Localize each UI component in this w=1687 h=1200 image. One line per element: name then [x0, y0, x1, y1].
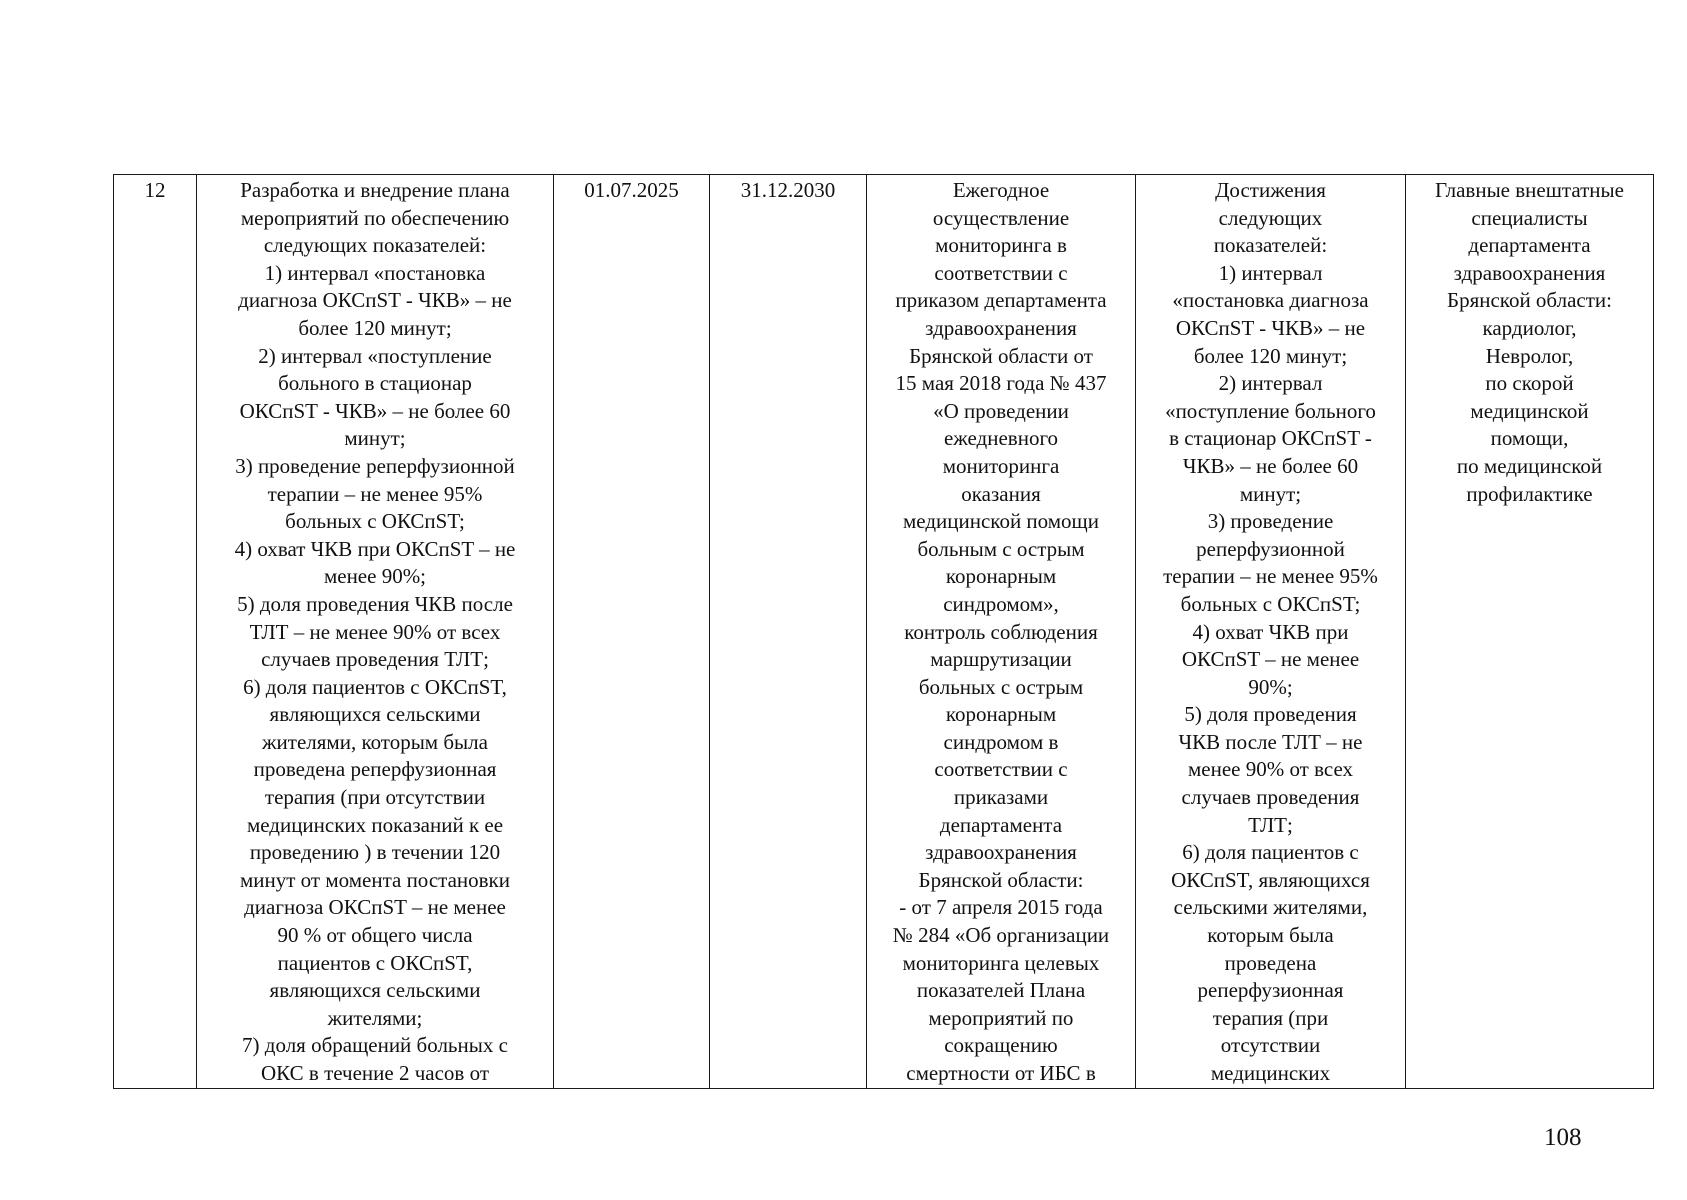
page-number: 108 [1544, 1124, 1582, 1151]
table-row [114, 175, 1654, 1089]
result-cell: Достижения следующих показателей: 1) интервал «постановка диагноза ОКСпST - ЧКВ» – не более 120 минут; 2) интервал «поступление больного в стационар ОКСпST - ЧКВ» – не более 60 минут; 3) проведение реперфузионной терапии – не менее 95% больных с ОКСпST; 4) охват ЧКВ при ОКСпST – не менее 90%; 5) доля проведения ЧКВ после ТЛТ – не менее 90% от всех случаев проведения ТЛТ; 6) доля пациентов с ОКСпST, являющихся сельскими жителями, которым была проведена реперфузионная терапия (при отсутствии медицинских [1136, 175, 1406, 1089]
activity-cell: Разработка и внедрение плана мероприятий по обеспечению следующих показателей: 1) интервал «постановка диагноза ОКСпST - ЧКВ» – не более 120 минут; 2) интервал «поступление больного в стационар ОКСпST - ЧКВ» – не более 60 минут; 3) проведение реперфузионной терапии – не менее 95% больных с ОКСпST; 4) охват ЧКВ при ОКСпST – не менее 90%; 5) доля проведения ЧКВ после ТЛТ – не менее 90% от всех случаев проведения ТЛТ; 6) доля пациентов с ОКСпST, являющихся сельскими жителями, которым была проведена реперфузионная терапия (при отсутствии медицинских показаний к ее проведению ) в течении 120 минут от момента постановки диагноза ОКСпST – не менее 90 % от общего числа пациентов с ОКСпST, являющихся сельскими жителями; 7) доля обращений больных с ОКС в течение 2 часов от [197, 175, 554, 1089]
row-number-cell: 12 [114, 175, 197, 1089]
end-date-cell: 31.12.2030 [710, 175, 867, 1089]
start-date-cell: 01.07.2025 [554, 175, 710, 1089]
control-cell: Ежегодное осуществление мониторинга в соответствии с приказом департамента здравоохранения Брянской области от 15 мая 2018 года № 437 «О проведении ежедневного мониторинга оказания медицинской помощи больным с острым коронарным синдромом», контроль соблюдения маршрутизации больных с острым коронарным синдромом в соответствии с приказами департамента здравоохранения Брянской области: - от 7 апреля 2015 года № 284 «Об организации мониторинга целевых показателей Плана мероприятий по сокращению смертности от ИБС в [867, 175, 1136, 1089]
plan-table [113, 174, 1654, 1089]
responsible-cell: Главные внештатные специалисты департамента здравоохранения Брянской области: кардиолог, Невролог, по скорой медицинской помощи, по медицинской профилактике [1406, 175, 1654, 1089]
